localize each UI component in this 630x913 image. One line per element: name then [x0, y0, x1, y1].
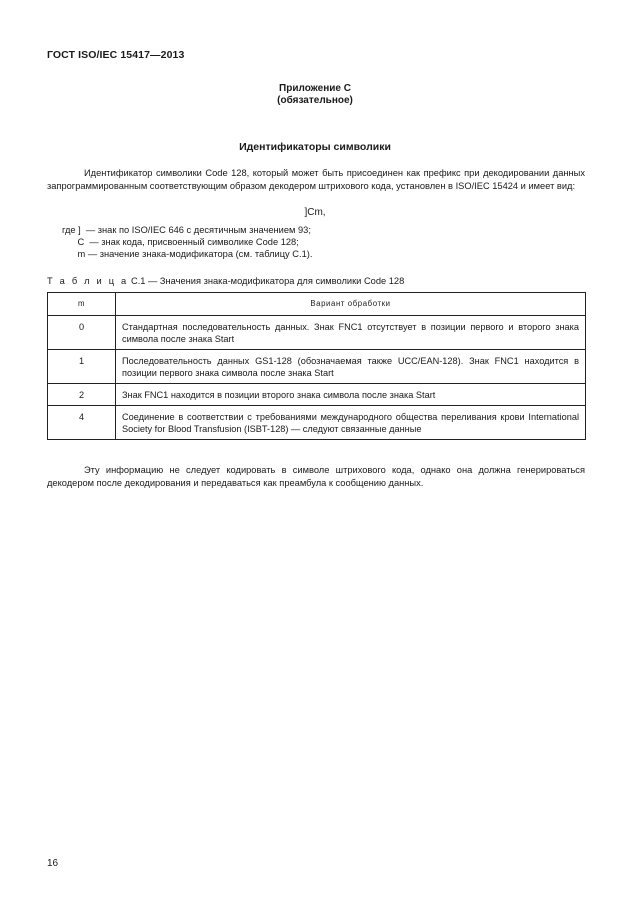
table-row	[48, 316, 586, 350]
cell-processing: Знак FNC1 находится в позиции второго знака символа после знака Start	[116, 384, 586, 406]
modifier-table	[47, 292, 586, 440]
table-row	[48, 350, 586, 384]
table-caption	[47, 276, 404, 286]
table-header-row	[48, 293, 586, 316]
where-definitions	[62, 225, 312, 260]
identifier-formula: ]Cm,	[304, 207, 326, 218]
cell-processing: Стандартная последовательность данных. Знак FNC1 отсутствует в позиции первого и второго знака символа после знака Start	[116, 316, 586, 350]
cell-m: 4	[48, 406, 116, 440]
page-number: 16	[47, 858, 59, 869]
intro-paragraph: Идентификатор символики Code 128, который может быть присоединен как префикс при декодировании данных запрограммированным соответствующим образом декодером штрихового кода, установлен в ISO/IEC 15424 и имеет вид:	[47, 168, 585, 191]
standard-header: ГОСТ ISO/IEC 15417—2013	[47, 49, 185, 61]
cell-processing: Последовательность данных GS1-128 (обозначаемая также UCC/EAN-128). Знак FNC1 находится в позиции первого знака символа после знака Start	[116, 350, 586, 384]
where-line: где ] — знак по ISO/IEC 646 с десятичным значением 93;	[62, 225, 311, 235]
cell-m: 1	[48, 350, 116, 384]
annex-status: (обязательное)	[277, 95, 353, 106]
column-header-m: m	[48, 293, 116, 316]
where-line: С — знак кода, присвоенный символике Code 128;	[62, 236, 299, 247]
table-caption-text: С.1 — Значения знака-модификатора для символики Code 128	[128, 276, 405, 286]
where-line: m — значение знака-модификатора (см. таблицу С.1).	[62, 248, 313, 259]
cell-processing: Соединение в соответствии с требованиями международного общества переливания крови International Society for Blood Transfusion (ISBT-128) — следуют связанные данные	[116, 406, 586, 440]
section-title: Идентификаторы символики	[239, 141, 391, 153]
table-row	[48, 406, 586, 440]
column-header-processing: Вариант обработки	[116, 293, 586, 316]
table-caption-label: Т а б л и ц а	[47, 276, 129, 286]
cell-m: 0	[48, 316, 116, 350]
footer-paragraph: Эту информацию не следует кодировать в символе штрихового кода, однако она должна генерироваться декодером после декодирования и передаваться как преамбула к сообщению данных.	[47, 465, 585, 488]
table-row	[48, 384, 586, 406]
annex-title: Приложение С	[279, 83, 351, 94]
cell-m: 2	[48, 384, 116, 406]
